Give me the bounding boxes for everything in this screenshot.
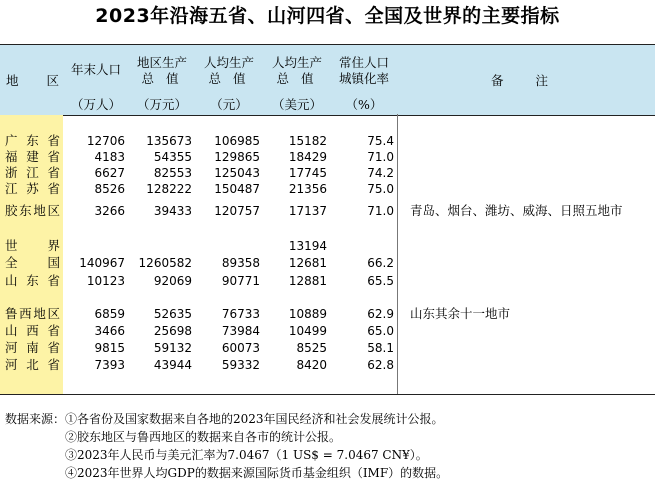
row-population: 12706 — [86, 134, 125, 148]
row-region: 山东省 — [5, 273, 60, 288]
row-per-capita-usd: 12681 — [288, 256, 327, 270]
row-per-capita: 73984 — [221, 324, 260, 338]
row-urbanization: 62.8 — [367, 358, 394, 372]
table-row — [0, 165, 655, 181]
header-urbanization-line2: 城镇化率 — [338, 71, 389, 86]
row-region: 河北省 — [5, 357, 60, 372]
header-gdp-unit: （万元） — [136, 97, 187, 112]
table-row — [0, 255, 655, 271]
row-per-capita-usd: 21356 — [288, 182, 327, 196]
header-per-capita-unit: （元） — [210, 97, 248, 112]
row-population: 6859 — [94, 307, 125, 321]
row-gdp: 92069 — [153, 274, 192, 288]
row-gdp: 52635 — [153, 307, 192, 321]
row-urbanization: 58.1 — [367, 341, 394, 355]
row-population: 140967 — [79, 256, 125, 270]
page-title: 2023年沿海五省、山河四省、全国及世界的主要指标 — [95, 5, 560, 27]
row-per-capita-usd: 10889 — [288, 307, 327, 321]
row-note: 山东其余十一地市 — [410, 306, 511, 321]
row-gdp: 39433 — [153, 204, 192, 218]
row-population: 7393 — [94, 358, 125, 372]
row-population: 3266 — [94, 204, 125, 218]
row-region: 全国 — [5, 255, 60, 270]
header-per-capita-usd-line2: 总 值 — [276, 71, 318, 86]
row-note: 青岛、烟台、潍坊、威海、日照五地市 — [410, 203, 623, 218]
header-gdp-line1: 地区生产 — [136, 55, 187, 70]
row-region: 江苏省 — [5, 181, 60, 196]
row-region: 山西省 — [5, 323, 60, 338]
row-region: 河南省 — [5, 340, 60, 355]
row-urbanization: 75.4 — [367, 134, 394, 148]
row-urbanization: 62.9 — [367, 307, 394, 321]
row-region: 广东省 — [5, 133, 60, 148]
header-urbanization-unit: （%） — [345, 97, 383, 112]
row-population: 8526 — [94, 182, 125, 196]
source-line: ③2023年人民币与美元汇率为7.0467（1 US$ = 7.0467 CN¥）。 — [65, 448, 428, 462]
row-urbanization: 65.0 — [367, 324, 394, 338]
header-per-capita-line2: 总 值 — [208, 71, 250, 86]
table-row — [0, 357, 655, 373]
source-line: ②胶东地区与鲁西地区的数据来自各市的统计公报。 — [65, 430, 342, 444]
row-per-capita: 125043 — [214, 166, 260, 180]
row-region: 浙江省 — [5, 165, 60, 180]
row-per-capita: 120757 — [214, 204, 260, 218]
header-region: 地 区 — [6, 73, 71, 88]
row-per-capita-usd: 17745 — [288, 166, 327, 180]
row-urbanization: 66.2 — [367, 256, 394, 270]
row-gdp: 54355 — [153, 150, 192, 164]
row-region: 胶东地区 — [5, 203, 60, 218]
row-urbanization: 71.0 — [367, 204, 394, 218]
row-per-capita-usd: 10499 — [288, 324, 327, 338]
table-row — [0, 340, 655, 356]
source-line: ④2023年世界人均GDP的数据来源国际货币基金组织（IMF）的数据。 — [65, 466, 449, 480]
row-population: 10123 — [86, 274, 125, 288]
header-per-capita-usd-unit: （美元） — [271, 97, 322, 112]
row-gdp: 59132 — [153, 341, 192, 355]
row-gdp: 135673 — [146, 134, 192, 148]
row-per-capita: 106985 — [214, 134, 260, 148]
header-notes: 备 注 — [491, 73, 562, 88]
row-per-capita-usd: 8525 — [296, 341, 327, 355]
table-header — [0, 44, 655, 116]
table-row — [0, 273, 655, 289]
table-row — [0, 203, 655, 219]
header-population: 年末人口 — [70, 62, 121, 77]
row-gdp: 128222 — [146, 182, 192, 196]
row-population: 9815 — [94, 341, 125, 355]
row-population: 6627 — [94, 166, 125, 180]
row-per-capita: 76733 — [221, 307, 260, 321]
table-row — [0, 323, 655, 339]
row-region: 福建省 — [5, 149, 60, 164]
row-per-capita-usd: 8420 — [296, 358, 327, 372]
row-per-capita-usd: 17137 — [288, 204, 327, 218]
table-row — [0, 181, 655, 197]
source-line: ①各省份及国家数据来自各地的2023年国民经济和社会发展统计公报。 — [65, 412, 444, 426]
row-per-capita: 59332 — [221, 358, 260, 372]
header-urbanization-line1: 常住人口 — [338, 55, 389, 70]
row-urbanization: 65.5 — [367, 274, 394, 288]
row-per-capita: 90771 — [221, 274, 260, 288]
row-per-capita-usd: 18429 — [288, 150, 327, 164]
header-gdp-line2: 总 值 — [141, 71, 183, 86]
row-gdp: 43944 — [153, 358, 192, 372]
sources-label: 数据来源： — [5, 412, 66, 426]
table-row — [0, 306, 655, 322]
table-row — [0, 133, 655, 149]
header-per-capita-usd-line1: 人均生产 — [271, 55, 322, 70]
row-per-capita-usd: 15182 — [288, 134, 327, 148]
row-urbanization: 74.2 — [367, 166, 394, 180]
table-row — [0, 238, 655, 254]
row-per-capita: 150487 — [214, 182, 260, 196]
row-per-capita-usd: 13194 — [288, 239, 327, 253]
row-region: 鲁西地区 — [5, 306, 60, 321]
header-population-unit: （万人） — [70, 97, 121, 112]
row-gdp: 25698 — [153, 324, 192, 338]
row-population: 4183 — [94, 150, 125, 164]
row-population: 3466 — [94, 324, 125, 338]
row-per-capita: 129865 — [214, 150, 260, 164]
row-per-capita: 89358 — [221, 256, 260, 270]
row-per-capita: 60073 — [221, 341, 260, 355]
row-region: 世界 — [5, 238, 60, 253]
row-urbanization: 71.0 — [367, 150, 394, 164]
row-per-capita-usd: 12881 — [288, 274, 327, 288]
row-urbanization: 75.0 — [367, 182, 394, 196]
table-row — [0, 149, 655, 165]
table-bottom-border — [0, 394, 655, 395]
row-gdp: 1260582 — [138, 256, 192, 270]
row-gdp: 82553 — [153, 166, 192, 180]
header-per-capita-line1: 人均生产 — [203, 55, 254, 70]
